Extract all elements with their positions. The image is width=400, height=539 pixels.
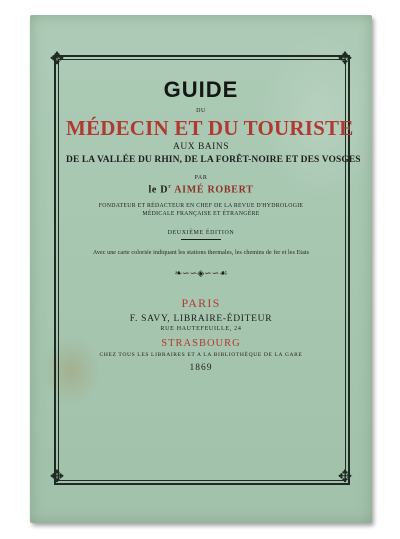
author-line [66,184,336,195]
author-credentials [66,202,336,218]
credentials-line-1: FONDATEUR ET RÉDACTEUR EN CHEF DE LA REVUE D'HYDROLOGIE [98,203,304,210]
title-du: DU [196,108,206,114]
fleuron-corner-icon: ✥ [49,49,65,69]
book-cover [30,15,372,523]
credentials-line-2: MÉDICALE FRANÇAISE ET ÉTRANGÈRE [142,211,260,218]
map-note: Avec une carte coloriée indiquant les stations thermales, les chemins de fer et les Etats [92,250,310,257]
publisher-city: PARIS [181,296,221,311]
title-page-content [66,65,361,374]
by-label: PAR [194,175,208,181]
publisher-name: F. SAVY, LIBRAIRE-ÉDITEUR [129,314,273,325]
second-city: STRASBOURG [161,338,241,350]
subtitle-aux-bains: AUX BAINS [173,142,229,152]
publication-year: 1869 [189,363,213,374]
divider [181,239,221,240]
author-prefix: le D [148,184,169,196]
publisher-address: RUE HAUTEFEUILLE, 24 [160,326,242,333]
subtitle-regions: DE LA VALLÉE DU RHIN, DE LA FORÊT-NOIRE ET DES VOSGES [66,155,361,165]
main-title: MÉDECIN ET DU TOURISTE [66,116,354,140]
author-name: AIMÉ ROBERT [174,184,254,196]
author-prefix-sup: r [168,184,172,190]
ornament-icon: ❧∽∽◈∽∽☙ [174,269,228,280]
fleuron-corner-icon: ✥ [337,49,353,69]
fleuron-corner-icon: ✥ [49,467,65,487]
edition-label: DEUXIÈME ÉDITION [167,230,235,237]
fleuron-corner-icon: ✥ [337,467,353,487]
sellers-line: CHEZ TOUS LES LIBRAIRES ET A LA BIBLIOTHÈQUE DE LA GARE [99,352,303,359]
book-title: GUIDE [163,77,239,102]
